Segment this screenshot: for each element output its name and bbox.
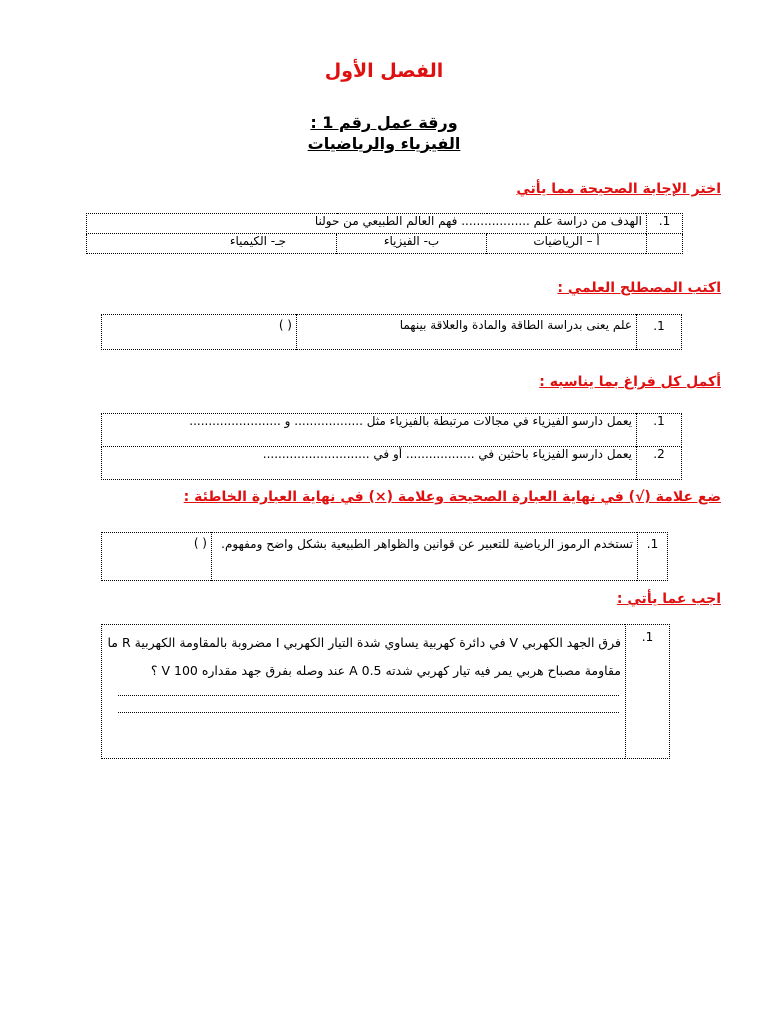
true-false-answer-field[interactable]: ( )	[102, 533, 212, 581]
worksheet-title: ورقة عمل رقم 1 :	[310, 113, 458, 132]
mcq-table	[86, 213, 683, 254]
true-false-statement: تستخدم الرموز الرياضية للتعبير عن قوانين والظواهر الطبيعية بشكل واضح ومفهوم.	[212, 533, 638, 581]
option-a[interactable]: أ – الرياضيات	[487, 234, 647, 254]
answer-table	[101, 624, 670, 759]
section-heading-answer: اجب عما يأتي :	[616, 591, 721, 607]
answer-line[interactable]	[118, 702, 619, 713]
empty-cell	[647, 234, 683, 254]
fill-table	[101, 413, 682, 480]
option-c[interactable]: جـ- الكيمياء	[87, 234, 337, 254]
term-table	[101, 314, 682, 350]
section-heading-choose: اختر الإجابة الصحيحة مما يأتي	[516, 181, 721, 197]
worksheet-subtitle: الفيزياء والرياضيات	[307, 134, 461, 153]
answer-line[interactable]	[118, 685, 619, 696]
term-question: علم يعنى بدراسة الطاقة والمادة والعلاقة بينهما	[297, 315, 637, 350]
chapter-title: الفصل الأول	[324, 60, 444, 82]
section-heading-true-false: ضع علامة (√) في نهاية العبارة الصحيحة وعلامة (×) في نهاية العبارة الخاطئة :	[183, 489, 721, 505]
question-number: 1.	[626, 625, 670, 759]
fill-blank-item[interactable]: يعمل دارسو الفيزياء في مجالات مرتبطة بالفيزياء مثل .................. و ........................	[102, 414, 637, 447]
term-answer-field[interactable]: ( )	[102, 315, 297, 350]
section-heading-fill: أكمل كل فراغ بما يناسبه :	[539, 374, 721, 390]
true-false-table	[101, 532, 668, 581]
section-heading-term: اكتب المصطلح العلمي :	[557, 280, 721, 296]
answer-question: فرق الجهد الكهربي V في دائرة كهربية يساوي شدة التيار الكهربي I مضروبة بالمقاومة الكهربية R ما مقاومة مصباح هربي يمر فيه تيار كهربي شدته A 0.5 عند وصله بفرق جهد مقداره V 100 ؟	[107, 635, 621, 678]
answer-cell	[102, 625, 626, 759]
question-number: 1.	[638, 533, 668, 581]
question-number: 1.	[637, 414, 682, 447]
mcq-question: الهدف من دراسة علم .................. فهم العالم الطبيعي من حولنا	[87, 214, 647, 234]
option-b[interactable]: ب- الفيزياء	[337, 234, 487, 254]
fill-blank-item[interactable]: يعمل دارسو الفيزياء باحثين في .................. أو في ............................	[102, 447, 637, 480]
question-number: 1.	[647, 214, 683, 234]
question-number: 2.	[637, 447, 682, 480]
question-number: 1.	[637, 315, 682, 350]
